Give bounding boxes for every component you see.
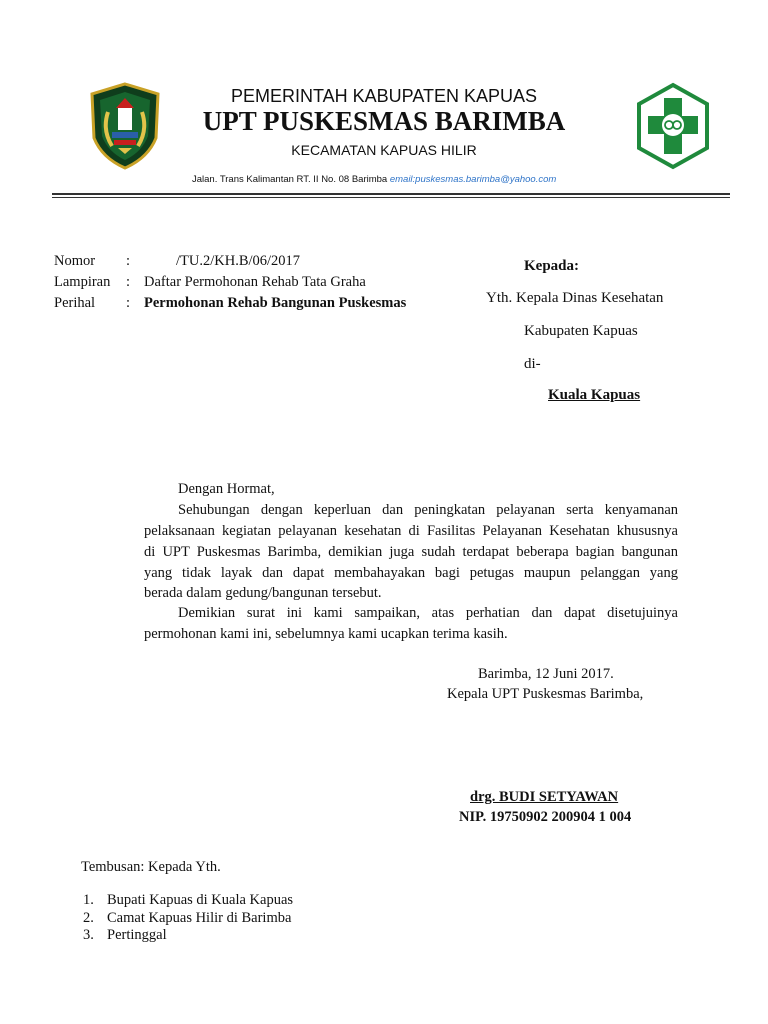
body-line: pelaksanaan kegiatan pelayanan kesehatan di Fasilitas Pelayanan Kesehatan khususnya <box>144 523 678 539</box>
recipient-line1: Yth. Kepala Dinas Kesehatan <box>486 290 664 306</box>
meta-value: Permohonan Rehab Bangunan Puskesmas <box>144 295 407 311</box>
signer-name: drg. BUDI SETYAWAN <box>470 789 619 805</box>
body-line: Sehubungan dengan keperluan dan peningkatan pelayanan serta kenyamanan <box>178 502 678 518</box>
government-heading: PEMERINTAH KABUPATEN KAPUAS <box>230 86 538 106</box>
email-link[interactable]: email:puskesmas.barimba@yahoo.com <box>389 174 557 185</box>
meta-value: /TU.2/KH.B/06/2017 <box>176 253 301 269</box>
body-line: yang tidak layak dan dapat membahayakan bagi petugas maupun pelanggan yang <box>144 565 678 581</box>
cc-list <box>83 892 383 945</box>
body-line: di UPT Puskesmas Barimba, demikian juga sudah terdapat beberapa bagian bangunan <box>144 544 678 560</box>
header-rule-thick <box>52 193 730 195</box>
signer-nip: NIP. 19750902 200904 1 004 <box>459 809 632 825</box>
greeting: Dengan Hormat, <box>178 481 275 497</box>
header-rule-thin <box>52 197 730 198</box>
place-date: Barimba, 12 Juni 2017. <box>478 666 614 682</box>
body-line: Demikian surat ini kami sampaikan, atas perhatian dan dapat disetujuinya <box>178 605 678 621</box>
meta-row-nomor <box>54 253 454 271</box>
cc-item-text: Pertinggal <box>107 927 167 943</box>
recipient-heading: Kepada: <box>524 258 580 274</box>
meta-colon: : <box>126 295 131 311</box>
institution-title: UPT PUSKESMAS BARIMBA <box>202 106 566 136</box>
meta-value: Daftar Permohonan Rehab Tata Graha <box>144 274 366 290</box>
body-line: permohonan kami ini, sebelumnya kami ucapkan terima kasih. <box>144 626 508 642</box>
recipient-city: Kuala Kapuas <box>548 387 641 403</box>
cc-item <box>83 910 383 928</box>
meta-label: Nomor <box>54 253 96 269</box>
signer-position: Kepala UPT Puskesmas Barimba, <box>447 686 644 702</box>
address-line <box>192 174 556 185</box>
meta-row-lampiran <box>54 274 454 292</box>
cc-item <box>83 892 383 910</box>
meta-row-perihal <box>54 295 454 313</box>
cc-item-number: 1. <box>83 892 94 908</box>
meta-colon: : <box>126 253 131 269</box>
cc-item-text: Camat Kapuas Hilir di Barimba <box>107 909 292 926</box>
cc-item-number: 3. <box>83 927 94 943</box>
address-text: Jalan. Trans Kalimantan RT. II No. 08 Barimba <box>192 174 388 185</box>
meta-label: Perihal <box>54 295 96 311</box>
body-line: berada dalam gedung/bangunan tersebut. <box>144 585 382 601</box>
meta-colon: : <box>126 274 131 290</box>
cc-item-number: 2. <box>83 909 94 926</box>
district-subtitle: KECAMATAN KAPUAS HILIR <box>291 142 477 158</box>
recipient-line2: Kabupaten Kapuas <box>524 323 638 339</box>
cc-heading: Tembusan: Kepada Yth. <box>81 859 221 875</box>
cc-item-text: Bupati Kapuas di Kuala Kapuas <box>107 892 294 908</box>
meta-label: Lampiran <box>54 274 111 290</box>
recipient-line3: di- <box>524 356 541 372</box>
cc-item <box>83 927 383 945</box>
